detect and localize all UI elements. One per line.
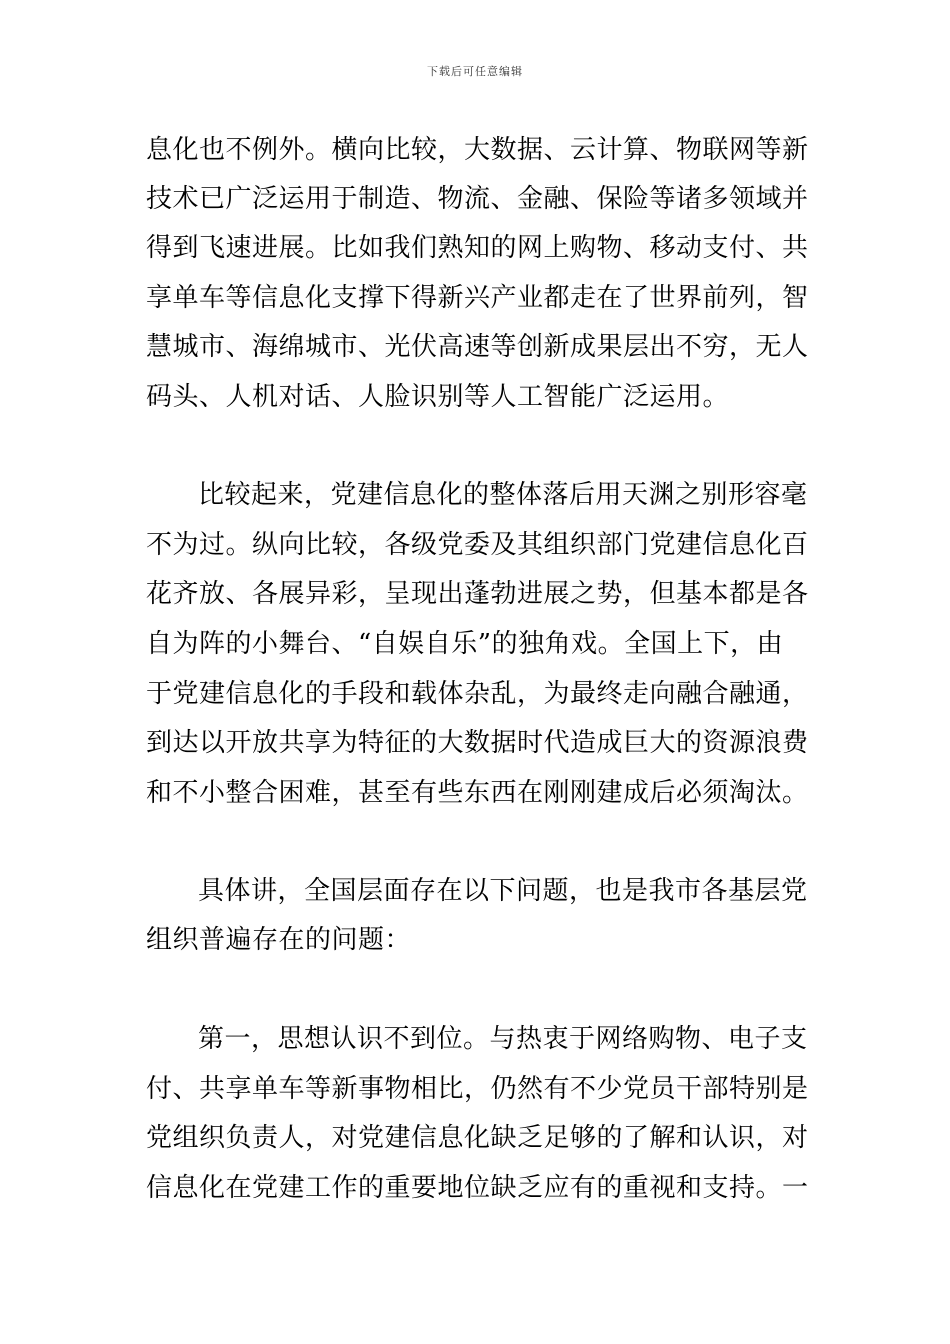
text-line: 息化也不例外。横向比较，大数据、云计算、物联网等新 (146, 135, 809, 165)
text-line: 组织普遍存在的问题： (146, 925, 412, 955)
text-line: 比较起来，党建信息化的整体落后用天渊之别形容毫 (198, 480, 808, 510)
page-header: 下载后可任意编辑 (427, 65, 523, 78)
text-line: 得到飞速进展。比如我们熟知的网上购物、移动支付、共 (146, 233, 809, 263)
text-line: 自为阵的小舞台、“自娱自乐”的独角戏。全国上下，由 (146, 629, 784, 659)
text-line: 具体讲，全国层面存在以下问题，也是我市各基层党 (198, 876, 808, 906)
text-line: 享单车等信息化支撑下得新兴产业都走在了世界前列，智 (146, 283, 809, 313)
text-line: 慧城市、海绵城市、光伏高速等创新成果层出不穷，无人 (146, 332, 809, 362)
text-line: 和不小整合困难，甚至有些东西在刚刚建成后必须淘汰。 (146, 778, 809, 808)
text-line: 党组织负责人，对党建信息化缺乏足够的了解和认识，对 (146, 1123, 809, 1153)
text-line: 第一，思想认识不到位。与热衷于网络购物、电子支 (198, 1024, 808, 1054)
text-line: 付、共享单车等新事物相比，仍然有不少党员干部特别是 (146, 1074, 809, 1104)
text-line: 技术已广泛运用于制造、物流、金融、保险等诸多领域并 (146, 184, 809, 214)
text-line: 于党建信息化的手段和载体杂乱，为最终走向融合融通， (146, 679, 809, 709)
text-line: 信息化在党建工作的重要地位缺乏应有的重视和支持。一 (146, 1173, 809, 1203)
text-line: 不为过。纵向比较，各级党委及其组织部门党建信息化百 (146, 530, 809, 560)
text-line: 花齐放、各展异彩，呈现出蓬勃进展之势，但基本都是各 (146, 579, 809, 609)
text-line: 码头、人机对话、人脸识别等人工智能广泛运用。 (146, 382, 730, 412)
text-line: 到达以开放共享为特征的大数据时代造成巨大的资源浪费 (146, 728, 809, 758)
